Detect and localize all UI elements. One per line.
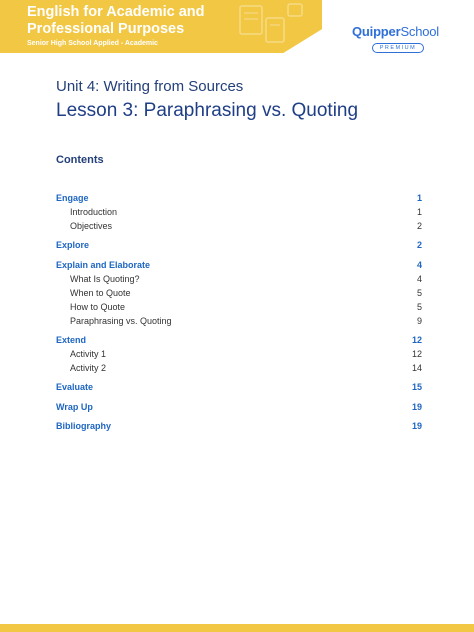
unit-title: Unit 4: Writing from Sources xyxy=(56,78,244,95)
toc-subsection-entry[interactable] xyxy=(56,287,422,299)
toc-entry-title: Activity 1 xyxy=(70,349,107,359)
toc-section-entry[interactable] xyxy=(56,239,422,251)
toc-entry-title: Explore xyxy=(56,240,90,250)
toc-entry-title: Explain and Elaborate xyxy=(56,260,151,270)
header-banner xyxy=(0,0,474,53)
toc-page-number: 1 xyxy=(416,207,422,217)
toc-page-number: 1 xyxy=(416,193,422,203)
toc-entry-title: How to Quote xyxy=(70,302,126,312)
toc-entry-title: Evaluate xyxy=(56,382,94,392)
toc-page-number: 15 xyxy=(411,382,422,392)
toc-section-entry[interactable] xyxy=(56,259,422,271)
toc-entry-title: What Is Quoting? xyxy=(70,274,140,284)
subject-subtitle: Senior High School Applied - Academic xyxy=(27,40,158,47)
toc-section-entry[interactable] xyxy=(56,381,422,393)
toc-section-entry[interactable] xyxy=(56,192,422,204)
toc-subsection-entry[interactable] xyxy=(56,348,422,360)
toc-page-number: 4 xyxy=(416,260,422,270)
toc-entry-title: Paraphrasing vs. Quoting xyxy=(70,316,172,326)
toc-entry-title: Introduction xyxy=(70,207,118,217)
quipper-school-logo xyxy=(352,24,452,53)
footer-bar xyxy=(0,624,474,632)
toc-page-number: 14 xyxy=(411,363,422,373)
toc-section-entry[interactable] xyxy=(56,420,422,432)
logo-wordmark xyxy=(352,24,452,39)
toc-page-number: 12 xyxy=(411,349,422,359)
logo-school: School xyxy=(400,24,439,39)
toc-page-number: 2 xyxy=(416,221,422,231)
subject-title: English for Academic and Professional Purposes xyxy=(27,4,205,37)
toc-subsection-entry[interactable] xyxy=(56,362,422,374)
toc-page-number: 4 xyxy=(416,274,422,284)
toc-entry-title: Bibliography xyxy=(56,421,112,431)
toc-entry-title: When to Quote xyxy=(70,288,131,298)
toc-page-number: 5 xyxy=(416,288,422,298)
toc-page-number: 5 xyxy=(416,302,422,312)
toc-subsection-entry[interactable] xyxy=(56,273,422,285)
toc-subsection-entry[interactable] xyxy=(56,301,422,313)
toc-entry-title: Wrap Up xyxy=(56,402,93,412)
toc-subsection-entry[interactable] xyxy=(56,206,422,218)
toc-page-number: 9 xyxy=(416,316,422,326)
toc-subsection-entry[interactable] xyxy=(56,220,422,232)
toc-page-number: 12 xyxy=(411,335,422,345)
contents-heading: Contents xyxy=(56,154,104,166)
toc-entry-title: Engage xyxy=(56,193,89,203)
toc-subsection-entry[interactable] xyxy=(56,315,422,327)
lesson-title: Lesson 3: Paraphrasing vs. Quoting xyxy=(56,100,359,121)
toc-page-number: 19 xyxy=(411,402,422,412)
premium-badge: PREMIUM xyxy=(372,43,424,53)
toc-section-entry[interactable] xyxy=(56,401,422,413)
toc-entry-title: Activity 2 xyxy=(70,363,107,373)
toc-entry-title: Objectives xyxy=(70,221,113,231)
logo-quipper: Quipper xyxy=(352,24,401,39)
toc-page-number: 2 xyxy=(416,240,422,250)
toc-entry-title: Extend xyxy=(56,335,87,345)
toc-page-number: 19 xyxy=(411,421,422,431)
toc-section-entry[interactable] xyxy=(56,334,422,346)
